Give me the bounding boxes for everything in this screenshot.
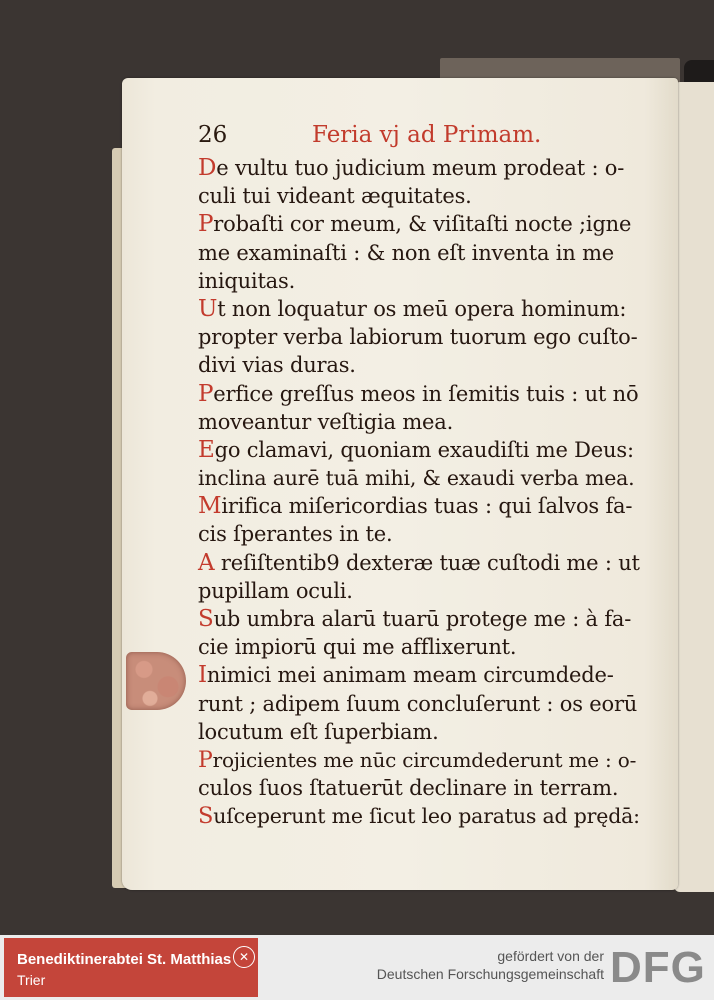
line-text: pupillam oculi. <box>198 578 353 603</box>
footer-bar <box>0 935 714 1000</box>
rubricated-initial: S <box>198 606 214 632</box>
psalm-text <box>198 154 644 831</box>
text-line <box>198 267 644 295</box>
text-line <box>198 182 644 210</box>
manuscript-page <box>122 78 678 890</box>
text-line <box>198 408 644 436</box>
text-line <box>198 436 644 464</box>
line-text: robaſti cor meum, & viſitaſti nocte ;igne <box>213 212 632 237</box>
text-line <box>198 746 644 774</box>
line-text: irifica miſericordias tuas : qui ſalvos fa- <box>221 494 633 519</box>
text-line <box>198 690 644 718</box>
line-text: t non loquatur os meū opera hominum: <box>217 296 627 321</box>
text-line <box>198 549 644 577</box>
rubricated-initial: E <box>198 436 215 463</box>
institution-city: Trier <box>17 972 46 988</box>
rubricated-initial: S <box>198 803 214 830</box>
line-text: propter verba labiorum tuorum ego cuſto- <box>198 325 638 350</box>
page-number: 26 <box>198 122 228 148</box>
rubricated-initial: A <box>198 549 215 576</box>
text-line <box>198 492 644 520</box>
running-title: Feria vj ad Primam. <box>312 122 542 148</box>
line-text: rojicientes me nūc circumdederunt me : o- <box>212 747 637 772</box>
line-text: uſceperunt me ſicut leo paratus ad prędā: <box>213 804 640 829</box>
line-text: cie impiorū qui me afflixerunt. <box>198 635 517 660</box>
line-text: locutum eſt ſuperbiam. <box>198 719 439 744</box>
text-line <box>198 633 644 661</box>
rubricated-initial: D <box>198 155 217 181</box>
wax-seal-tab <box>126 652 186 710</box>
text-line <box>198 295 644 323</box>
institution-logo-icon: ✕ <box>233 946 255 968</box>
text-line <box>198 718 644 746</box>
rubricated-initial: U <box>198 295 218 322</box>
funder-credit <box>330 947 604 983</box>
line-text: moveantur veſtigia mea. <box>198 409 454 434</box>
line-text: ub umbra alarū tuarū protege me : à fa- <box>213 607 632 631</box>
line-text: inclina aurē tuā mihi, & exaudi verba mea. <box>198 466 635 491</box>
rubricated-initial: I <box>198 662 207 689</box>
rubricated-initial: P <box>198 211 214 238</box>
line-text: culi tui videant æquitates. <box>198 184 472 209</box>
institution-name: Benediktinerabtei St. Matthias <box>17 951 232 968</box>
facing-page-edge <box>674 82 714 892</box>
funder-line-1: gefördert von der <box>497 948 604 964</box>
line-text: me examinaſti : & non eſt inventa in me <box>198 240 615 265</box>
line-text: reſiſtentib9 dexteræ tuæ cuſtodi me : ut <box>214 550 640 575</box>
text-line <box>198 802 644 830</box>
text-line <box>198 351 644 379</box>
text-line <box>198 605 644 633</box>
rubricated-initial: M <box>198 493 222 520</box>
text-line <box>198 464 644 492</box>
text-line <box>198 239 644 267</box>
rubricated-initial: P <box>198 747 213 773</box>
text-line <box>198 154 644 182</box>
text-line <box>198 577 644 605</box>
line-text: cis ſperantes in te. <box>198 522 393 547</box>
line-text: runt ; adipem ſuum concluſerunt : os eorū <box>198 691 638 716</box>
text-line <box>198 661 644 689</box>
line-text: go clamavi, quoniam exaudiſti me Deus: <box>214 437 634 462</box>
text-line <box>198 323 644 351</box>
text-line <box>198 210 644 238</box>
funder-line-2: Deutschen Forschungsgemeinschaft <box>376 966 604 982</box>
line-text: e vultu tuo judicium meum prodeat : o- <box>216 156 625 180</box>
dfg-logo[interactable]: DFG <box>610 943 706 992</box>
line-text: nimici mei animam meam circumdede- <box>206 663 614 688</box>
page-header <box>198 122 658 154</box>
text-line <box>198 520 644 548</box>
text-line <box>198 380 644 408</box>
institution-banner[interactable] <box>4 938 258 997</box>
line-text: iniquitas. <box>198 268 296 293</box>
line-text: divi vias duras. <box>198 353 356 378</box>
line-text: erfice greſſus meos in ſemitis tuis : ut nō <box>213 381 639 406</box>
line-text: culos ſuos ſtatuerūt declinare in terram. <box>198 776 619 801</box>
text-line <box>198 774 644 802</box>
rubricated-initial: P <box>198 380 214 407</box>
